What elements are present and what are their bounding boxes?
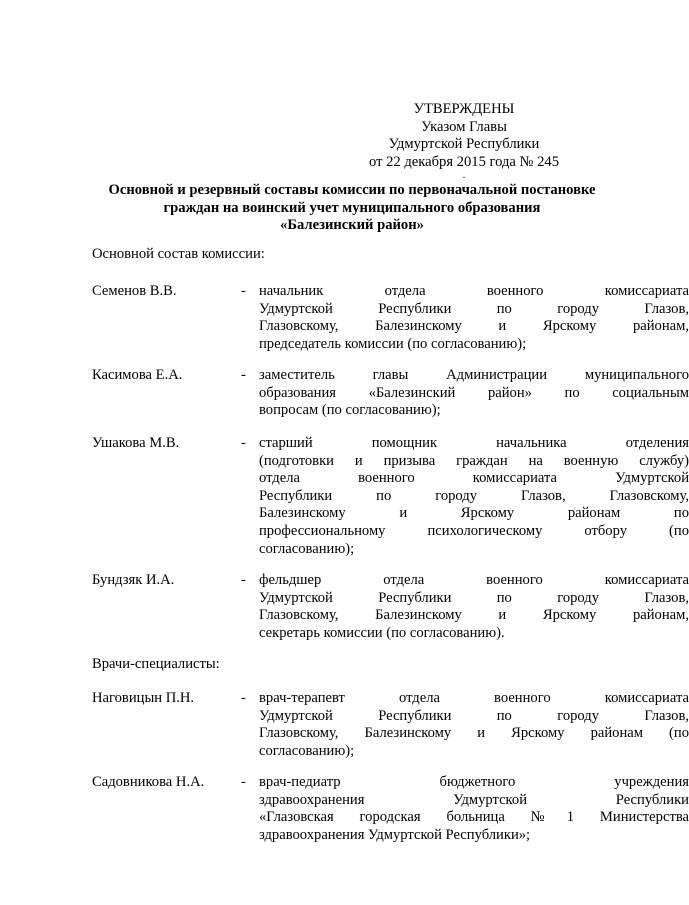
member-description xyxy=(259,774,689,844)
description-line: здравоохранения Удмуртской Республики»; xyxy=(259,826,531,843)
description-line: Республики по городу Глазов, Глазовскому, xyxy=(259,487,689,504)
description-line: согласованию); xyxy=(259,742,355,759)
member-name: Ушакова М.В. xyxy=(92,435,180,451)
description-line: начальник отдела военного комиссариата xyxy=(259,283,689,299)
dash-separator: - xyxy=(241,283,246,299)
description-line: (подготовки и призыва граждан на военную службу) xyxy=(259,452,689,469)
description-line: профессиональному психологическому отбору (по xyxy=(259,522,689,539)
document-title xyxy=(92,182,612,235)
description-line: старший помощник начальника отделения xyxy=(259,435,689,451)
member-description xyxy=(259,690,689,760)
approval-line: УТВЕРЖДЕНЫ xyxy=(413,101,515,117)
title-line: «Балезинский район» xyxy=(280,217,424,234)
member-name: Садовникова Н.А. xyxy=(92,774,205,790)
approval-mark: . xyxy=(462,170,466,182)
member-name: Бундзяк И.А. xyxy=(92,572,175,588)
approval-line: Удмуртской Республики xyxy=(388,136,540,153)
description-line: отдела военного комиссариата Удмуртской xyxy=(259,470,689,487)
approval-line: Указом Главы xyxy=(421,118,507,135)
description-line: Глазовскому, Балезинскому и Ярскому районам, xyxy=(259,318,689,335)
approval-stamp xyxy=(352,101,576,181)
description-line: вопросам (по согласованию); xyxy=(259,402,441,419)
member-name: Наговицын П.Н. xyxy=(92,690,195,706)
approval-line: от 22 декабря 2015 года № 245 xyxy=(368,153,560,170)
member-description xyxy=(259,283,689,353)
description-line: здравоохранения Удмуртской Республики xyxy=(259,791,689,808)
title-line: Основной и резервный составы комиссии по первоначальной постановке xyxy=(108,182,596,198)
description-line: секретарь комиссии (по согласованию). xyxy=(259,624,505,641)
description-line: Удмуртской Республики по городу Глазов, xyxy=(259,300,689,317)
description-line: фельдшер отдела военного комиссариата xyxy=(259,572,689,588)
description-line: Балезинскому и Ярскому районам по xyxy=(259,505,689,522)
dash-separator: - xyxy=(241,435,246,451)
dash-separator: - xyxy=(241,367,246,383)
member-name: Семенов В.В. xyxy=(92,283,177,299)
dash-separator: - xyxy=(241,774,246,790)
doctors-label: Врачи-специалисты: xyxy=(92,656,220,672)
dash-separator: - xyxy=(241,572,246,588)
description-line: образования «Балезинский район» по социальным xyxy=(259,384,689,401)
description-line: Удмуртской Республики по городу Глазов, xyxy=(259,589,689,606)
description-line: Глазовскому, Балезинскому и Ярскому районам, xyxy=(259,607,689,624)
title-line: граждан на воинский учет муниципального образования xyxy=(163,199,541,216)
description-line: Глазовскому, Балезинскому и Ярскому районам (по xyxy=(259,725,689,742)
member-name: Касимова Е.А. xyxy=(92,367,183,383)
description-line: врач-педиатр бюджетного учреждения xyxy=(259,774,689,790)
description-line: Удмуртской Республики по городу Глазов, xyxy=(259,707,689,724)
description-line: председатель комиссии (по согласованию); xyxy=(259,335,527,352)
dash-separator: - xyxy=(241,690,246,706)
description-line: согласованию); xyxy=(259,540,355,557)
member-description xyxy=(259,572,689,642)
description-line: «Глазовская городская больница №1 Министерства xyxy=(259,809,689,826)
member-description xyxy=(259,435,689,558)
main-composition-label: Основной состав комиссии: xyxy=(92,246,265,262)
description-line: врач-терапевт отдела военного комиссариата xyxy=(259,690,689,706)
member-description xyxy=(259,367,689,420)
description-line: заместитель главы Администрации муниципального xyxy=(259,367,689,383)
